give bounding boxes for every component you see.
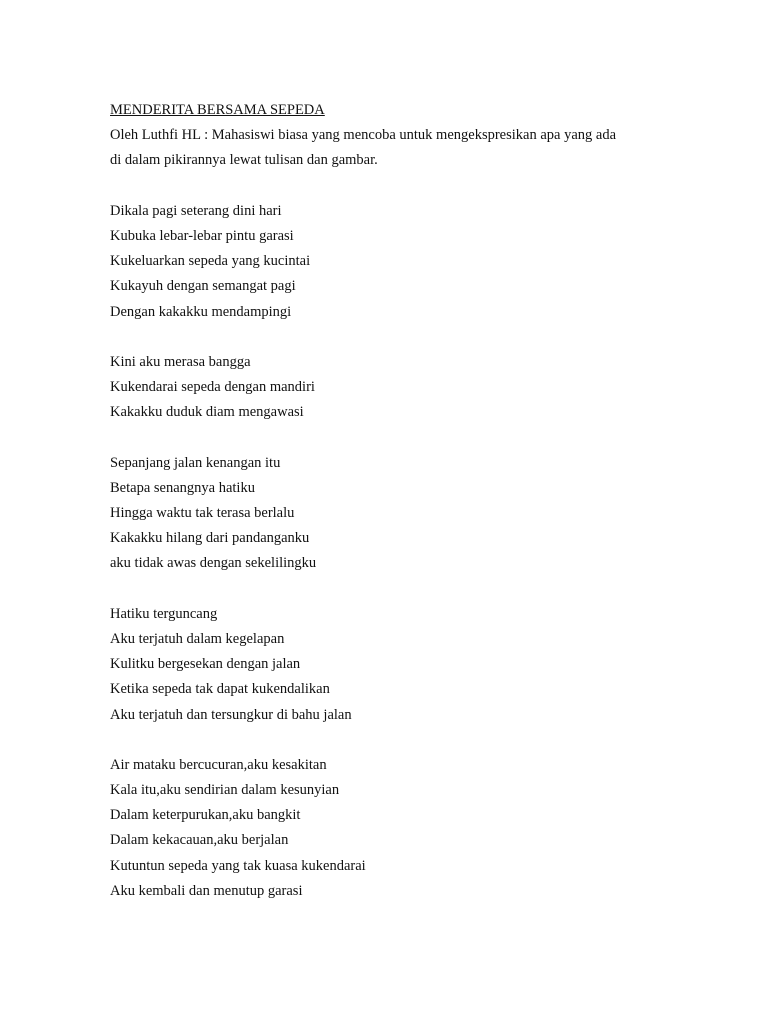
stanza-gap bbox=[110, 425, 710, 450]
stanza-gap bbox=[110, 174, 710, 199]
poem-line: Kakakku hilang dari pandanganku bbox=[110, 530, 310, 547]
poem-line: Dikala pagi seterang dini hari bbox=[110, 202, 282, 219]
stanza-3 bbox=[110, 451, 710, 577]
stanza-1 bbox=[110, 199, 710, 325]
document-page bbox=[110, 98, 710, 904]
byline-line-2: di dalam pikirannya lewat tulisan dan gambar. bbox=[110, 152, 378, 169]
poem-line: Dalam kekacauan,aku berjalan bbox=[110, 832, 289, 849]
byline-line-1: Oleh Luthfi HL : Mahasiswi biasa yang mencoba untuk mengekspresikan apa yang ada bbox=[110, 127, 617, 144]
poem-line: Aku kembali dan menutup garasi bbox=[110, 882, 303, 899]
poem-line: Kubuka lebar-lebar pintu garasi bbox=[110, 227, 294, 244]
poem-line: Kini aku merasa bangga bbox=[110, 353, 251, 370]
poem-line: Ketika sepeda tak dapat kukendalikan bbox=[110, 681, 330, 698]
stanza-gap bbox=[110, 728, 710, 753]
poem-line: Kukeluarkan sepeda yang kucintai bbox=[110, 253, 311, 270]
poem-line: Kakakku duduk diam mengawasi bbox=[110, 404, 304, 421]
poem-title: MENDERITA BERSAMA SEPEDA bbox=[110, 102, 325, 118]
poem-line: Hatiku terguncang bbox=[110, 605, 218, 622]
stanza-gap bbox=[110, 325, 710, 350]
poem-line: Hingga waktu tak terasa berlalu bbox=[110, 505, 295, 521]
poem-line: Kukayuh dengan semangat pagi bbox=[110, 278, 296, 295]
stanza-gap bbox=[110, 577, 710, 602]
poem-line: Sepanjang jalan kenangan itu bbox=[110, 454, 281, 471]
poem-line: Betapa senangnya hatiku bbox=[110, 479, 255, 496]
poem-line: Kala itu,aku sendirian dalam kesunyian bbox=[110, 782, 340, 799]
stanza-2 bbox=[110, 350, 710, 426]
poem-line: Dengan kakakku mendampingi bbox=[110, 303, 292, 320]
poem-line: Kutuntun sepeda yang tak kuasa kukendarai bbox=[110, 857, 366, 874]
poem-line: Air mataku bercucuran,aku kesakitan bbox=[110, 756, 327, 773]
poem-line: Aku terjatuh dan tersungkur di bahu jalan bbox=[110, 706, 352, 723]
poem-line: aku tidak awas dengan sekelilingku bbox=[110, 555, 317, 572]
poem-line: Aku terjatuh dalam kegelapan bbox=[110, 630, 285, 647]
poem-line: Dalam keterpurukan,aku bangkit bbox=[110, 807, 301, 824]
stanza-4 bbox=[110, 602, 710, 728]
poem-line: Kulitku bergesekan dengan jalan bbox=[110, 656, 301, 673]
stanza-5 bbox=[110, 753, 710, 904]
poem-line: Kukendarai sepeda dengan mandiri bbox=[110, 379, 315, 396]
